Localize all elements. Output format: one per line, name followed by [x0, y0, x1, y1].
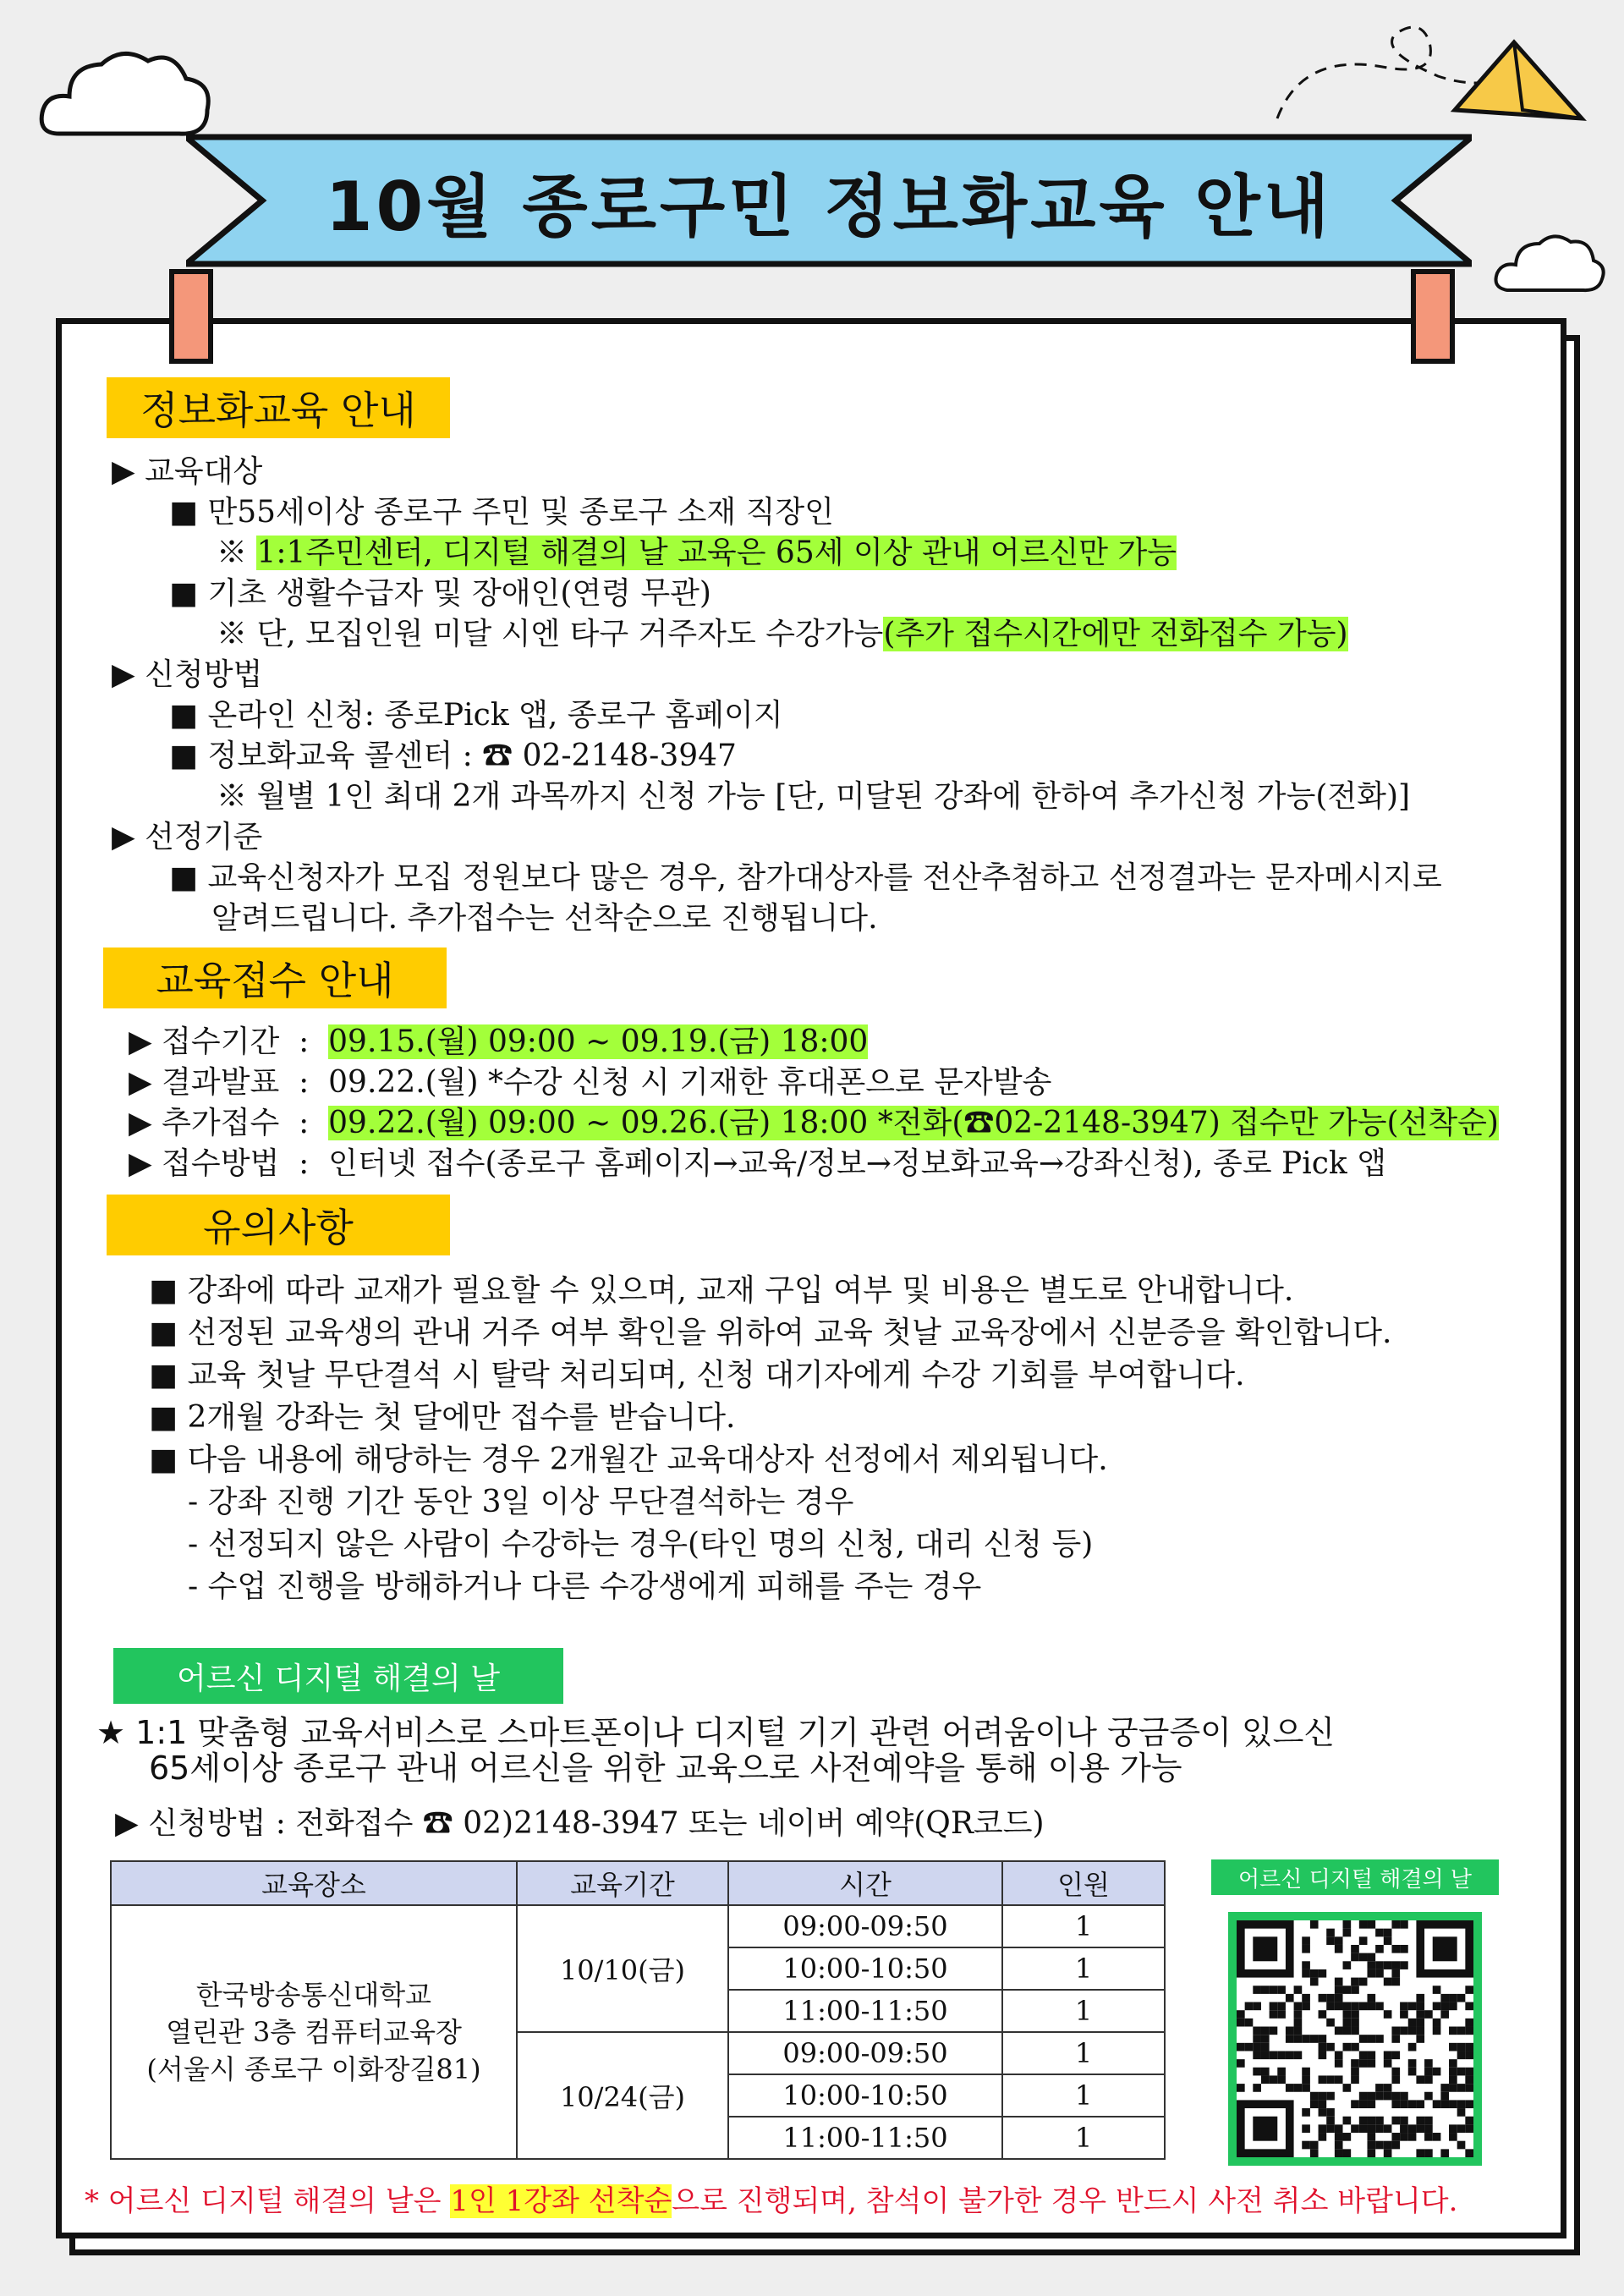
select-line-1: ■ 교육신청자가 모집 정원보다 많은 경우, 참가대상자를 전산추첨하고 선정결과는 문자메시지로	[169, 860, 1442, 895]
reception-row-4: ▶ 접수방법 : 인터넷 접수(종로구 홈페이지→교육/정보→정보화교육→강좌신청), 종로 Pick 앱	[129, 1146, 1386, 1181]
page-title: 10월 종로구민 정보화교육 안내	[325, 167, 1333, 246]
target-note-2: ※ 단, 모집인원 미달 시엔 타구 거주자도 수강가능(추가 접수시간에만 전화접수 가능)	[217, 617, 1348, 651]
target-label: ▶ 교육대상	[112, 454, 263, 489]
date-cell: 10/10(금)	[517, 1905, 728, 2032]
header-period: 교육기간	[517, 1861, 728, 1905]
time-cell: 10:00-10:50	[728, 2074, 1002, 2117]
note-sub-2: - 선정되지 않은 사람이 수강하는 경우(타인 명의 신청, 대리 신청 등)	[188, 1527, 1094, 1562]
count-cell: 1	[1002, 1947, 1165, 1990]
select-line-2: 알려드립니다. 추가접수는 선착순으로 진행됩니다.	[211, 901, 878, 936]
target-note-1: ※ 1:1주민센터, 디지털 해결의 날 교육은 65세 이상 관내 어르신만 가능	[217, 536, 1177, 570]
section-heading-notes: 유의사항	[107, 1195, 450, 1255]
select-label: ▶ 선정기준	[112, 820, 263, 854]
section-heading-reception: 교육접수 안내	[103, 948, 447, 1008]
digital-apply: ▶ 신청방법 : 전화접수 ☎ 02)2148-3947 또는 네이버 예약(QR코드)	[115, 1806, 1045, 1841]
target-item-2: ■ 기초 생활수급자 및 장애인(연령 무관)	[169, 576, 711, 611]
section-heading-info: 정보화교육 안내	[107, 377, 450, 438]
note-item-1: ■ 강좌에 따라 교재가 필요할 수 있으며, 교재 구입 여부 및 비용은 별도로 안내합니다.	[149, 1273, 1294, 1308]
time-cell: 09:00-09:50	[728, 2032, 1002, 2074]
apply-label: ▶ 신청방법	[112, 657, 263, 692]
apply-note: ※ 월별 1인 최대 2개 과목까지 신청 가능 [단, 미달된 강좌에 한하여 추가신청 가능(전화)]	[217, 779, 1411, 814]
count-cell: 1	[1002, 1905, 1165, 1947]
time-cell: 10:00-10:50	[728, 1947, 1002, 1990]
place-cell: 한국방송통신대학교 열린관 3층 컴퓨터교육장 (서울시 종로구 이화장길81)	[111, 1905, 517, 2159]
count-cell: 1	[1002, 1990, 1165, 2032]
cloud-right-icon	[1490, 227, 1609, 303]
footer-note: * 어르신 디지털 해결의 날은 1인 1강좌 선착순으로 진행되며, 참석이 불가한 경우 반드시 사전 취소 바랍니다.	[85, 2184, 1458, 2218]
note-sub-1: - 강좌 진행 기간 동안 3일 이상 무단결석하는 경우	[188, 1485, 854, 1519]
apply-item-1: ■ 온라인 신청: 종로Pick 앱, 종로구 홈페이지	[169, 698, 783, 733]
time-cell: 11:00-11:50	[728, 1990, 1002, 2032]
section-heading-digital: 어르신 디지털 해결의 날	[113, 1648, 563, 1704]
digital-star-line-1: ★ 1:1 맞춤형 교육서비스로 스마트폰이나 디지털 기기 관련 어려움이나 궁금증이 있으신	[96, 1714, 1336, 1751]
header-place: 교육장소	[111, 1861, 517, 1905]
count-cell: 1	[1002, 2117, 1165, 2159]
pin-left	[169, 269, 213, 364]
time-cell: 11:00-11:50	[728, 2117, 1002, 2159]
header-count: 인원	[1002, 1861, 1165, 1905]
note-item-5: ■ 다음 내용에 해당하는 경우 2개월간 교육대상자 선정에서 제외됩니다.	[149, 1442, 1108, 1477]
reception-row-1: ▶ 접수기간 : 09.15.(월) 09:00 ~ 09.19.(금) 18:00	[129, 1024, 869, 1059]
header-time: 시간	[728, 1861, 1002, 1905]
count-cell: 1	[1002, 2032, 1165, 2074]
apply-item-2: ■ 정보화교육 콜센터 : ☎ 02-2148-3947	[169, 739, 737, 773]
note-item-3: ■ 교육 첫날 무단결석 시 탈락 처리되며, 신청 대기자에게 수강 기회를 부여합니다.	[149, 1358, 1245, 1392]
date-cell: 10/24(금)	[517, 2032, 728, 2159]
qr-code-icon[interactable]	[1237, 1920, 1473, 2157]
pin-right	[1411, 269, 1455, 364]
note-item-2: ■ 선정된 교육생의 관내 거주 여부 확인을 위하여 교육 첫날 교육장에서 신분증을 확인합니다.	[149, 1316, 1392, 1350]
table-row	[111, 1905, 1165, 1947]
schedule-table	[110, 1860, 1166, 2160]
note-sub-3: - 수업 진행을 방해하거나 다른 수강생에게 피해를 주는 경우	[188, 1569, 982, 1604]
time-cell: 09:00-09:50	[728, 1905, 1002, 1947]
qr-label: 어르신 디지털 해결의 날	[1211, 1859, 1499, 1895]
note-item-4: ■ 2개월 강좌는 첫 달에만 접수를 받습니다.	[149, 1400, 736, 1435]
reception-row-2: ▶ 결과발표 : 09.22.(월) *수강 신청 시 기재한 휴대폰으로 문자발송	[129, 1065, 1052, 1100]
count-cell: 1	[1002, 2074, 1165, 2117]
reception-row-3: ▶ 추가접수 : 09.22.(월) 09:00 ~ 09.26.(금) 18:00 *전화(☎02-2148-3947) 접수만 가능(선착순)	[129, 1106, 1499, 1140]
digital-star-line-2: 65세이상 종로구 관내 어르신을 위한 교육으로 사전예약을 통해 이용 가능	[149, 1749, 1182, 1787]
target-item-1: ■ 만55세이상 종로구 주민 및 종로구 소재 직장인	[169, 495, 834, 530]
qr-code-frame[interactable]	[1228, 1912, 1482, 2166]
